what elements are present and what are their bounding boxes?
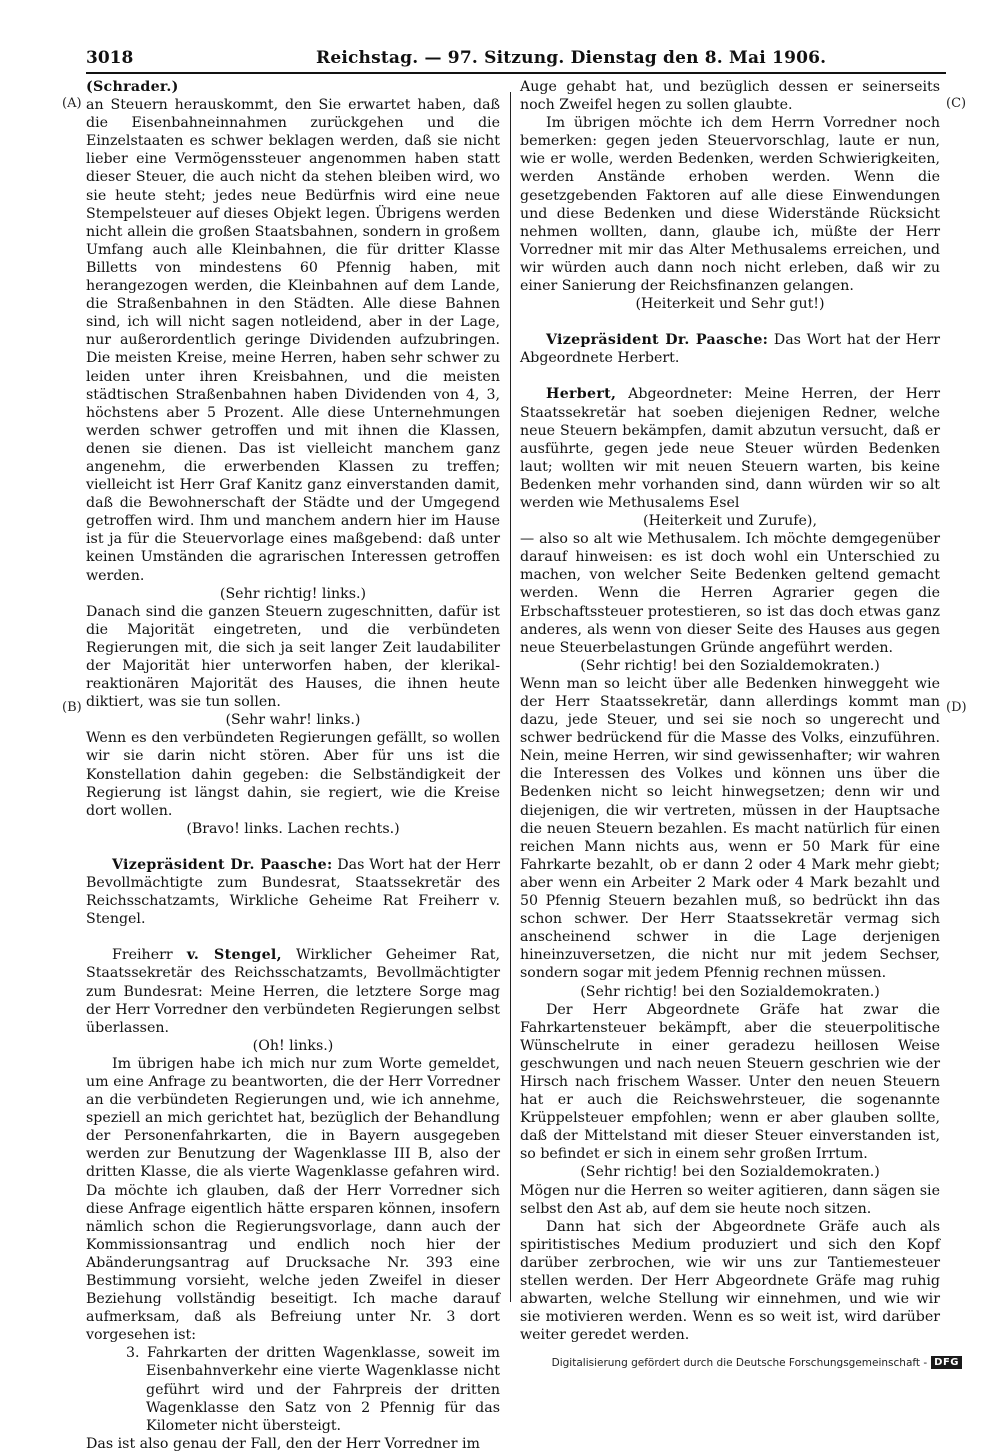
column-divider — [510, 92, 511, 1302]
paragraph: Das ist also genau der Fall, den der Herr Vorredner im — [86, 1435, 480, 1452]
interjection: (Sehr richtig! bei den Sozialdemokraten.) — [580, 1164, 880, 1181]
paragraph: Vizepräsident Dr. Paasche: Das Wort hat der Herr Abgeordnete Herbert. — [520, 332, 940, 367]
footer-text: Digitalisierung gefördert durch die Deutsche Forschungsgemeinschaft - — [551, 1356, 928, 1369]
paragraph: Vizepräsident Dr. Paasche: Das Wort hat der Herr Bevollmächtigte zum Bundesrat, Staatssekretär des Reichsschatzamts, Wirkliche Geheime Rat Freiherr v. Stengel. — [86, 856, 500, 928]
paragraph: an Steuern herauskommt, den Sie erwartet haben, daß die Eisenbahneinnahmen zurückgehen und die Einzelstaaten es schwer beklagen werden, daß sie nicht lieber eine Vermögenssteuer angenommen haben statt dieser Steuer, die auch nicht da stehen bleiben wird, wo sie heute steht; jedes neue Bedürfnis wird eine neue Stempelsteuer auf dieses Objekt legen. Übrigens werden nicht allein die großen Staatsbahnen, sondern in großem Umfang auch alle Kleinbahnen, die für dritter Klasse Billetts von mindestens 60 Pfennig haben, mit herangezogen werden, die Kleinbahnen auf dem Lande, die Straßenbahnen in den Städten. Alle diese Bahnen sind, ich will nicht sagen notleidend, aber in der Lage, nur außerordentlich geringe Dividenden aufzubringen. Die meisten Kreise, meine Herren, haben sehr schwer zu leiden unter ihren Kreisbahnen, und die meisten städtischen Straßenbahnen haben Dividenden von 4, 3, höchstens aber 5 Prozent. Alle diese Unternehmungen werden schwer getroffen und mit ihnen die Klassen, denen sie dienen. Das ist vielleicht manchem ganz angenehm, die erwerbenden Klassen zu treffen; vielleicht ist Herr Graf Kanitz ganz einverstanden damit, daß die Bewohnerschaft der Städte und der Umgegend getroffen wird. Ihm und manchem andern hier im Hause ist ja für die Steuervorlage eines maßgebend: daß unter keinen Umständen die agrarischen Interessen getroffen werden. — [86, 97, 500, 584]
header-rule — [86, 72, 946, 74]
paragraph: Im übrigen möchte ich dem Herrn Vorredner noch bemerken: gegen jeden Steuervorschlag, laute er nun, wie er wolle, werden Bedenken, werden Schwierigkeiten, werden Anstände erhoben werden. Wenn die gesetzgebenden Faktoren auf alle diese Einwendungen und diese Bedenken und diese Widerstände Rücksicht nehmen wollten, dann, glaube ich, müßte der Herr Vorredner mit mir das Alter Methusalems erreichen, und wir würden auch dann noch nicht erleben, daß wir zu einer Sanierung der Reichsfinanzen gelangen. — [520, 115, 940, 295]
interjection: (Sehr wahr! links.) — [225, 712, 361, 729]
paragraph: Freiherr v. Stengel, Wirklicher Geheimer Rat, Staatssekretär des Reichsschatzamts, Bevollmächtigter zum Bundesrat: Meine Herren, die letztere Sorge mag der Herr Vorredner den verbündeten Regierungen selbst überlassen. — [86, 947, 500, 1036]
paragraph: Im übrigen habe ich mich nur zum Worte gemeldet, um eine Anfrage zu beantworten, die der Herr Vorredner an die verbündeten Regierungen und, wie ich annehme, speziell an mich gerichtet hat, bezüglich der Behandlung der Personenfahrkarten, die in Bayern ausgegeben werden zur Benutzung der Wagenklasse III B, also der dritten Klasse, die als vierte Wagenklasse gefahren wird. Da möchte ich glauben, daß der Herr Vorredner sich diese Anfrage eigentlich hätte ersparen können, insofern nämlich schon die Regierungsvorlage, dann auch der Kommissionsantrag und endlich noch hier der Abänderungsantrag auf Drucksache Nr. 393 eine Bestimmung vorsieht, welche jeden Zweifel in dieser Beziehung vollständig beseitigt. Ich mache darauf aufmerksam, daß als Befreiung unter Nr. 3 dort vorgesehen ist: — [86, 1055, 500, 1344]
margin-marker-d: (D) — [946, 700, 967, 715]
running-title: Reichstag. — 97. Sitzung. Dienstag den 8. Mai 1906. — [316, 48, 827, 68]
page-header — [86, 44, 946, 72]
interjection: (Bravo! links. Lachen rechts.) — [186, 820, 400, 837]
interjection: (Oh! links.) — [252, 1037, 334, 1054]
paragraph: Herbert, Abgeordneter: Meine Herren, der Herr Staatssekretär hat soeben diejenigen Redner, welche neue Steuern bekämpfen, damit abzutun versucht, daß er ausführte, gegen jede neue Steuer würden Bedenken laut; wollten wir mit neuen Steuern warten, bis keine Bedenken mehr vorhanden sind, dann würden wir so alt werden wie Methusalems Esel — [520, 386, 940, 511]
page-number: 3018 — [86, 48, 134, 68]
dfg-logo: DFG — [931, 1356, 962, 1369]
paragraph: Danach sind die ganzen Steuern zugeschnitten, dafür ist die Majorität eingetreten, und die verbündeten Regierungen mit, die sich ja seit langer Zeit laudabiliter der Majorität hier unterworfen haben, der klerikal-reaktionären Majorität des Hauses, die ihnen heute diktiert, was sie tun sollen. — [86, 603, 500, 711]
margin-marker-a: (A) — [62, 96, 82, 111]
speaker-tag: (Schrader.) — [86, 79, 179, 95]
margin-marker-b: (B) — [62, 700, 82, 715]
footer — [552, 1356, 962, 1369]
right-column — [520, 78, 940, 1344]
paragraph: Der Herr Abgeordnete Gräfe hat zwar die Fahrkartensteuer bekämpft, aber die steuerpolitische Wünschelrute in einer geradezu heillosen Weise geschwungen und nach neuen Steuern geschrien wie der Hirsch nach frischem Wasser. Unter den neuen Steuern hat er auch die Reichswehrsteuer, die sogenannte Krüppelsteuer empfohlen; wenn er aber glauben sollte, daß der Mittelstand mit dieser Steuer einverstanden ist, so befindet er sich in einem sehr großen Irrtum. — [520, 1001, 940, 1163]
interjection: (Sehr richtig! links.) — [219, 585, 367, 602]
left-column — [86, 78, 500, 1453]
speaker-name: Vizepräsident Dr. Paasche: — [546, 332, 769, 349]
interjection: (Sehr richtig! bei den Sozialdemokraten.) — [580, 983, 880, 1000]
interjection: (Heiterkeit und Sehr gut!) — [635, 296, 825, 313]
paragraph: — also so alt wie Methusalem. Ich möchte demgegenüber darauf hinweisen: es ist doch wohl ein Unterschied zu machen, von welcher Seite Bedenken geltend gemacht werden. Wenn die Herren Agrarier gegen die Erbschaftssteuer protestieren, so ist das doch etwas ganz anderes, als wenn von dieser Seite des Hauses aus gegen neue Steuerbelastungen Gründe angeführt werden. — [520, 531, 940, 656]
paragraph: Dann hat sich der Abgeordnete Gräfe auch als spiritistisches Medium produziert und sich den Kopf darüber zerbrochen, wie wir uns zur Tantiemesteuer stellen werden. Der Herr Abgeordnete Gräfe mag ruhig abwarten, welche Stellung wir einnehmen, und wie wir sie motivieren werden. Wenn es so weit ist, wird darüber weiter geredet werden. — [520, 1218, 940, 1344]
paragraph: Wenn man so leicht über alle Bedenken hinweggeht wie der Herr Staatssekretär, dann allerdings kommt man dazu, jede Steuer, und sei sie noch so ungerecht und schwer bedrückend für die Masse des Volks, einzuführen. Nein, meine Herren, wir sind gewissenhafter; wir wahren die Interessen des Volkes und können uns über die Bedenken nicht so leicht hinwegsetzen; denn wir und diejenigen, die wir vertreten, müssen in der Hauptsache die neuen Steuern bezahlen. Es macht natürlich für einen reichen Mann nichts aus, wenn er 50 Mark für eine Fahrkarte bezahlt, ob er dann 2 oder 4 Mark mehr giebt; aber wenn ein Arbeiter 2 Mark oder 4 Mark bezahlt und 50 Pfennig Steuern bezahlen muß, so bedrückt ihn das schon schwer. Der Herr Staatssekretär vermag sich anscheinend schwer in die Lage derjenigen hineinzuversetzen, die nicht nur mit jedem Sechser, sondern sogar mit jedem Pfennig rechnen müssen. — [520, 675, 940, 982]
paragraph: Wenn es den verbündeten Regierungen gefällt, so wollen wir sie darin nicht stören. Aber für uns ist die Konstellation dahin gegeben: die Selbständigkeit der Regierung ist längst dahin, sie regiert, wie die Kreise dort wollen. — [86, 730, 500, 819]
interjection: (Sehr richtig! bei den Sozialdemokraten.) — [580, 657, 880, 674]
margin-marker-c: (C) — [946, 96, 967, 111]
interjection: (Heiterkeit und Zurufe), — [643, 513, 817, 530]
speaker-name: Herbert, — [546, 386, 617, 403]
speaker-name: v. Stengel, — [186, 947, 282, 964]
paragraph: Mögen nur die Herren so weiter agitieren, dann sägen sie selbst den Ast ab, auf dem sie heute noch sitzen. — [520, 1182, 940, 1217]
paragraph: Auge gehabt hat, und bezüglich dessen er seinerseits noch Zweifel hegen zu sollen glaubte. — [520, 79, 940, 114]
speaker-name: Vizepräsident Dr. Paasche: — [112, 856, 333, 873]
list-item: 3. Fahrkarten der dritten Wagenklasse, soweit im Eisenbahnverkehr eine vierte Wagenklasse nicht geführt wird und der Fahrpreis der dritten Wagenklasse den Satz von 2 Pfennig für das Kilometer nicht übersteigt. — [126, 1345, 500, 1434]
